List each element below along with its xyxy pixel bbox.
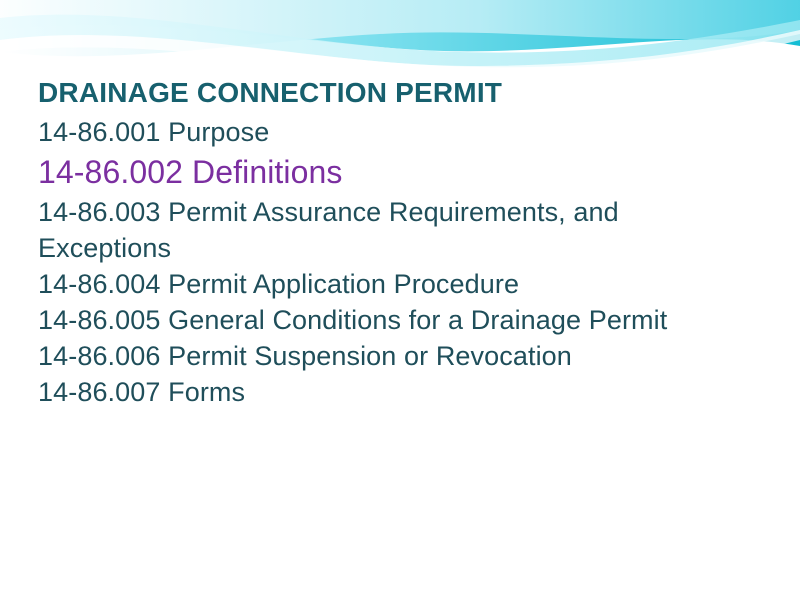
list-item: 14-86.005 General Conditions for a Drainage Permit: [38, 305, 668, 335]
page-title: DRAINAGE CONNECTION PERMIT: [38, 77, 503, 108]
wave-graphic: [0, 0, 800, 80]
list-item-highlighted: 14-86.002 Definitions: [38, 154, 343, 190]
list-item: 14-86.001 Purpose: [38, 117, 270, 147]
slide-content: [38, 72, 764, 410]
list-item: 14-86.007 Forms: [38, 377, 246, 407]
list-item: 14-86.006 Permit Suspension or Revocation: [38, 341, 572, 371]
list-item: 14-86.003 Permit Assurance Requirements, and Exceptions: [38, 197, 619, 263]
decorative-wave-banner: [0, 0, 800, 80]
list-item: 14-86.004 Permit Application Procedure: [38, 269, 520, 299]
